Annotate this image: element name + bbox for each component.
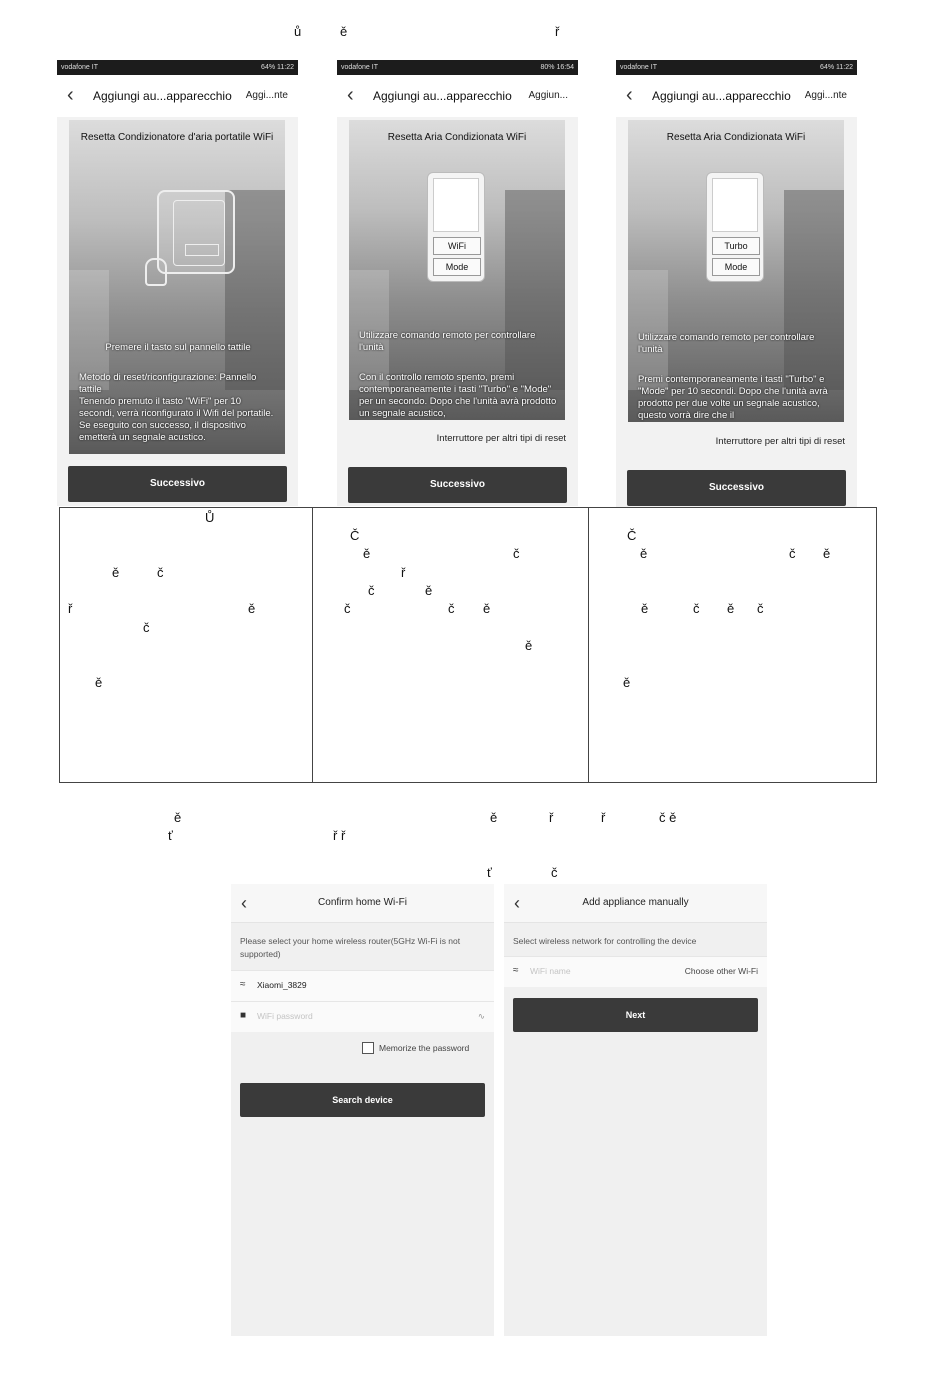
carrier-label: vodafone IT <box>341 64 378 71</box>
paragraph-glyph: ě <box>490 810 498 825</box>
paragraph-glyph: č <box>551 865 558 880</box>
table-glyph: č <box>344 601 351 616</box>
back-arrow-icon[interactable]: ‹ <box>514 893 520 913</box>
wifi-icon: ≈ <box>513 965 519 976</box>
table-glyph: ě <box>727 601 735 616</box>
back-arrow-icon[interactable]: ‹ <box>347 84 354 106</box>
table-glyph: ě <box>112 565 120 580</box>
hero-title: Resetta Condizionatore d'aria portatile WiFi <box>80 132 274 143</box>
carrier-label: vodafone IT <box>620 64 657 71</box>
reset-illustration <box>628 120 844 422</box>
confirm-wifi-screen <box>231 884 494 1336</box>
table-glyph: ř <box>68 601 73 616</box>
app-bar <box>616 75 857 117</box>
page-title: Aggiungi au...apparecchio <box>93 89 232 103</box>
paragraph-glyph: ř <box>549 810 554 825</box>
heading-glyph: ř <box>555 24 560 39</box>
battery-time: 80% 16:54 <box>540 64 574 71</box>
lock-icon: ■ <box>240 1010 247 1021</box>
table-glyph: č <box>143 620 150 635</box>
phone-screenshot-touch-panel <box>57 60 298 506</box>
hero-title: Resetta Aria Condizionata WiFi <box>387 132 527 143</box>
table-glyph: č <box>368 583 375 598</box>
table-glyph: ě <box>623 675 631 690</box>
eye-icon[interactable]: ∿ <box>477 1011 485 1021</box>
wifi-name-row[interactable] <box>504 956 767 987</box>
back-arrow-icon[interactable]: ‹ <box>241 893 247 913</box>
carrier-label: vodafone IT <box>61 64 98 71</box>
heading-glyph: ů <box>294 24 302 39</box>
header-action[interactable]: Aggiun... <box>528 90 568 101</box>
hero-title: Resetta Aria Condizionata WiFi <box>666 132 806 143</box>
table-glyph: č <box>789 546 796 561</box>
table-glyph: ě <box>525 638 533 653</box>
page-title: Aggiungi au...apparecchio <box>652 89 791 103</box>
table-glyph: ě <box>248 601 256 616</box>
memorize-label: Memorize the password <box>379 1043 470 1053</box>
reset-instructions: Premi contemporaneamente i tasti "Turbo" e "Mode" per 10 secondi. Dopo che l'unità avrà prodotto per due volte un segnale acustico, questo vorrà dire che il <box>638 374 828 421</box>
paragraph-glyph: ě <box>174 810 182 825</box>
table-glyph: ě <box>640 546 648 561</box>
table-glyph: Č <box>627 528 637 543</box>
next-button[interactable]: Successivo <box>348 467 567 503</box>
add-appliance-screen <box>504 884 767 1336</box>
instruction-table <box>59 507 877 783</box>
remote-key-mode: Mode <box>433 258 481 276</box>
remote-key-wifi: WiFi <box>433 237 481 255</box>
status-bar <box>57 60 298 75</box>
back-arrow-icon[interactable]: ‹ <box>67 84 74 106</box>
page-title: Confirm home Wi-Fi <box>318 897 407 908</box>
table-glyph: ě <box>425 583 433 598</box>
remote-key-mode: Mode <box>712 258 760 276</box>
app-bar <box>57 75 298 117</box>
reset-illustration <box>349 120 565 420</box>
table-glyph: č <box>693 601 700 616</box>
reset-instructions: Metodo di reset/riconfigurazione: Pannello tattile Tenendo premuto il tasto "WiFi" per 10 secondi, verrà riconfigurato il Wifi del portatile. Se eseguito con successo, il dispositivo emetterà un segnale acustico. <box>79 372 274 443</box>
status-bar <box>616 60 857 75</box>
memorize-checkbox[interactable] <box>362 1042 374 1054</box>
table-glyph: Ů <box>205 510 215 525</box>
remote-control-icon <box>706 172 764 282</box>
remote-control-icon <box>427 172 485 282</box>
table-glyph: ě <box>483 601 491 616</box>
paragraph-glyph: ř <box>601 810 606 825</box>
page-title: Add appliance manually <box>582 897 689 908</box>
hero-caption: Utilizzare comando remoto per controllare l'unità <box>638 332 815 355</box>
table-glyph: ě <box>95 675 103 690</box>
paragraph-glyph: ř ř <box>333 828 346 843</box>
heading-glyph: ě <box>340 24 348 39</box>
table-glyph: č <box>157 565 164 580</box>
hand-pointer-icon <box>145 258 167 286</box>
header-action[interactable]: Aggi...nte <box>804 90 847 101</box>
table-glyph: Č <box>350 528 360 543</box>
other-reset-link[interactable]: Interruttore per altri tipi di reset <box>715 436 845 447</box>
router-note: Please select your home wireless router(5GHz Wi-Fi is not supported) <box>240 936 461 959</box>
next-button[interactable]: Next <box>513 998 758 1032</box>
other-reset-link[interactable]: Interruttore per altri tipi di reset <box>436 433 566 444</box>
wifi-ssid: Xiaomi_3829 <box>257 980 307 990</box>
table-glyph: ř <box>401 565 406 580</box>
phone-screenshot-remote-turbo-mode <box>616 60 857 508</box>
app-bar <box>337 75 578 117</box>
paragraph-glyph: ť <box>487 865 492 880</box>
hero-caption: Utilizzare comando remoto per controllare l'unità <box>359 330 536 353</box>
next-button[interactable]: Successivo <box>68 466 287 502</box>
choose-other-wifi-link[interactable]: Choose other Wi-Fi <box>684 966 758 976</box>
app-bar <box>231 884 494 923</box>
hero-caption: Premere il tasto sul pannello tattile <box>105 342 251 353</box>
header-action[interactable]: Aggi...nte <box>245 90 288 101</box>
paragraph-glyph: č ě <box>659 810 677 825</box>
touch-panel-icon <box>157 190 235 274</box>
wifi-network-row[interactable] <box>231 970 494 1001</box>
search-device-button[interactable]: Search device <box>240 1083 485 1117</box>
table-glyph: č <box>448 601 455 616</box>
phone-screenshot-remote-wifi-mode <box>337 60 578 506</box>
battery-time: 64% 11:22 <box>820 64 853 71</box>
network-note: Select wireless network for controlling the device <box>513 936 697 946</box>
table-glyph: ě <box>823 546 831 561</box>
status-bar <box>337 60 578 75</box>
password-row[interactable] <box>231 1001 494 1032</box>
battery-time: 64% 11:22 <box>261 64 294 71</box>
table-glyph: ě <box>641 601 649 616</box>
remote-key-turbo: Turbo <box>712 237 760 255</box>
back-arrow-icon[interactable]: ‹ <box>626 84 633 106</box>
reset-instructions: Con il controllo remoto spento, premi contemporaneamente i tasti "Turbo" e "Mode" per un secondo. Dopo che l'unità avrà prodotto un segnale acustico, <box>359 372 557 419</box>
reset-illustration <box>69 120 285 454</box>
password-input[interactable]: WiFi password <box>257 1011 313 1021</box>
table-glyph: ě <box>363 546 371 561</box>
next-button[interactable]: Successivo <box>627 470 846 506</box>
wifi-name-input[interactable]: WiFi name <box>530 966 571 976</box>
table-glyph: č <box>757 601 764 616</box>
table-glyph: č <box>513 546 520 561</box>
paragraph-glyph: ť <box>168 828 173 843</box>
app-bar <box>504 884 767 923</box>
page-title: Aggiungi au...apparecchio <box>373 89 512 103</box>
wifi-icon: ≈ <box>240 979 246 990</box>
